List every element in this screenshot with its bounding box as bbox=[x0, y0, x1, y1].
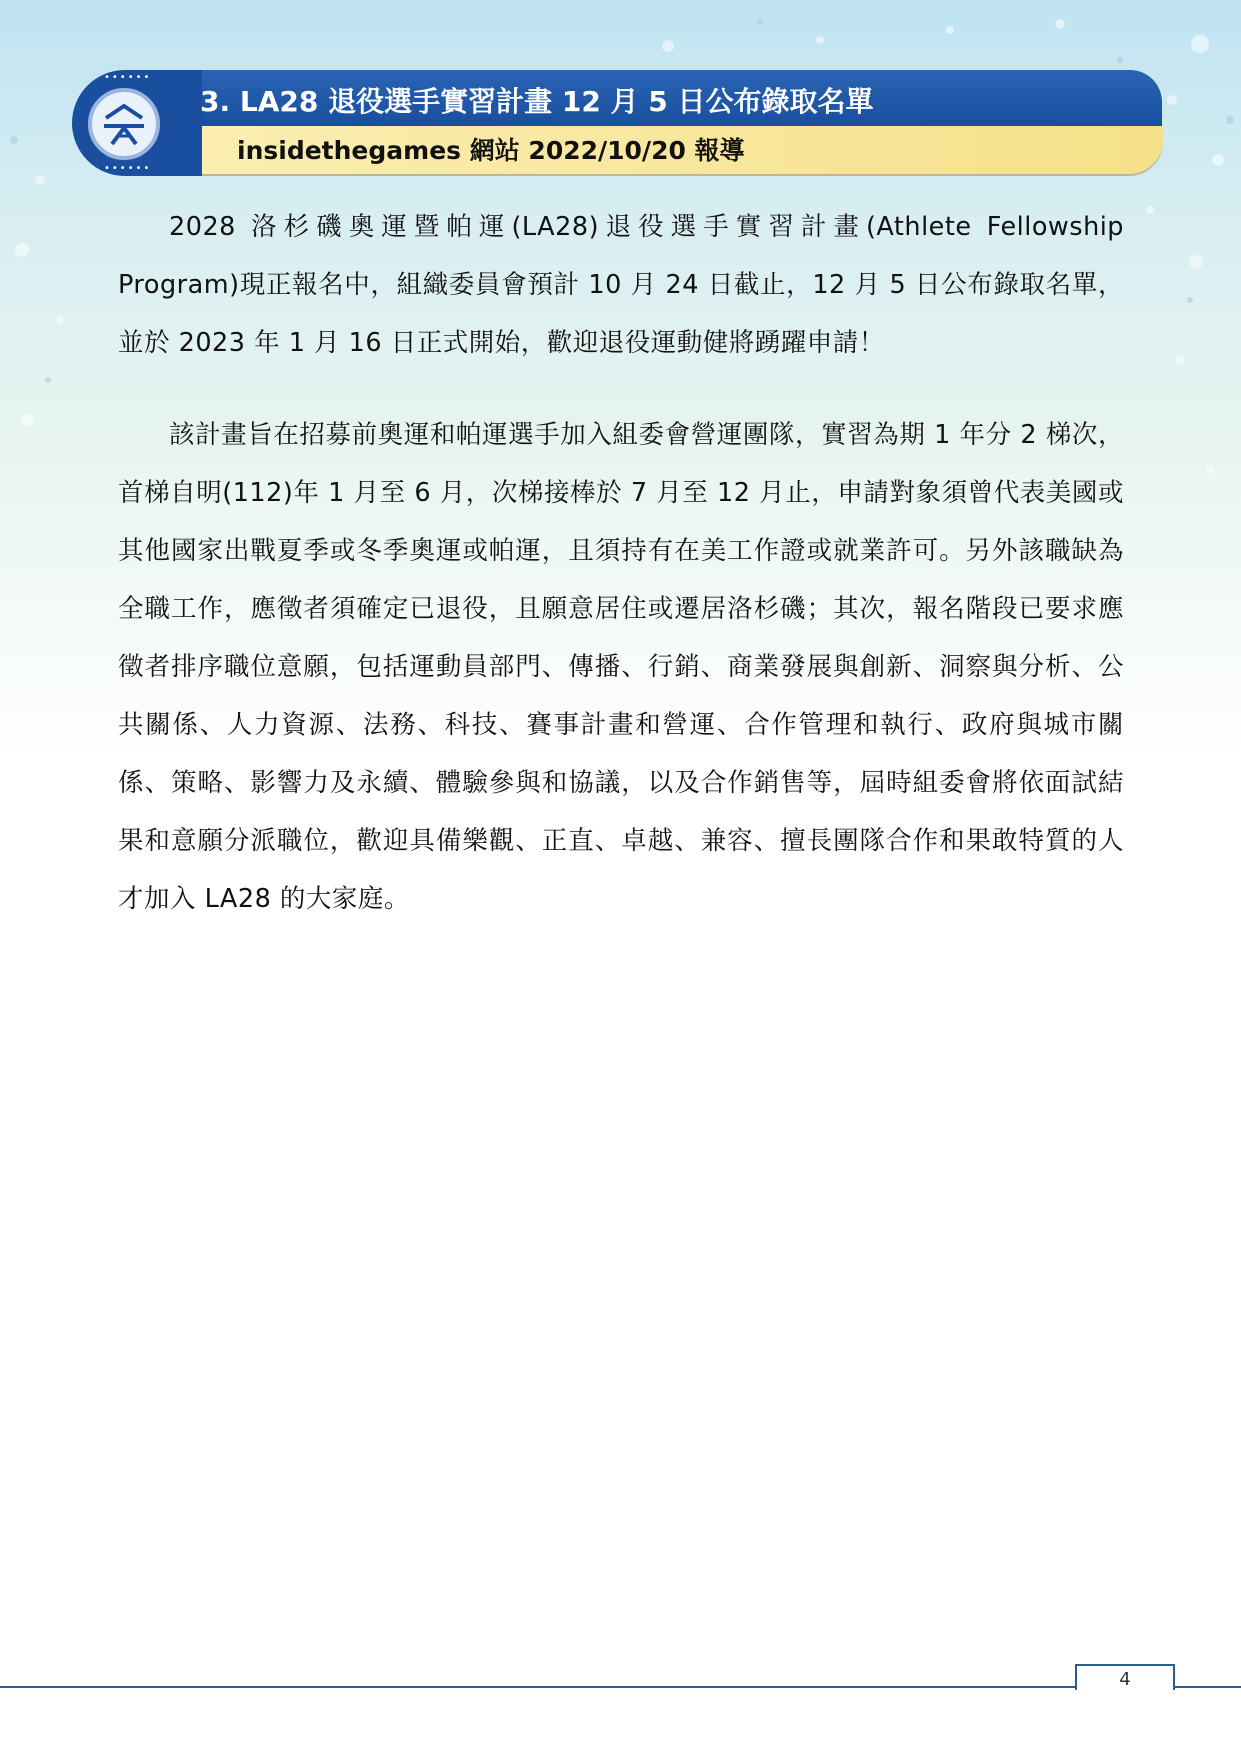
page-number: 4 bbox=[1075, 1664, 1175, 1690]
header-logo-holder bbox=[72, 70, 202, 176]
section-header bbox=[72, 68, 1164, 178]
article-body bbox=[118, 198, 1124, 962]
paragraph: 該計畫旨在招募前奧運和帕運選手加入組委會營運團隊，實習為期 1 年分 2 梯次，首梯自明(112)年 1 月至 6 月，次梯接棒於 7 月至 12 月止，申請對象須曾代表美國或其他國家出戰夏季或冬季奧運或帕運，且須持有在美工作證或就業許可。另外該職缺為全職工作，應徵者須確定已退役，且願意居住或遷居洛杉磯；其次，報名階段已要求應徵者排序職位意願，包括運動員部門、傳播、行銷、商業發展與創新、洞察與分析、公共關係、人力資源、法務、科技、賽事計畫和營運、合作管理和執行、政府與城市關係、策略、影響力及永續、體驗參與和協議，以及合作銷售等，屆時組委會將依面試結果和意願分派職位，歡迎具備樂觀、正直、卓越、兼容、擅長團隊合作和果敢特質的人才加入 LA28 的大家庭。 bbox=[118, 420, 1124, 914]
page-subtitle: insidethegames 網站 2022/10/20 報導 bbox=[237, 136, 745, 165]
emblem-icon bbox=[88, 88, 160, 160]
dot-row-icon: •••••• bbox=[104, 163, 152, 174]
footer-divider bbox=[0, 1686, 1241, 1688]
page-title: 3. LA28 退役選手實習計畫 12 月 5 日公布錄取名單 bbox=[200, 85, 874, 118]
dot-row-icon: •••••• bbox=[104, 72, 152, 83]
paragraph: 2028 洛杉磯奧運暨帕運(LA28)退役選手實習計畫(Athlete Fellowship Program)現正報名中，組織委員會預計 10 月 24 日截止，12 月 5 日公布錄取名單，並於 2023 年 1 月 16 日正式開始，歡迎退役運動健將踴躍申請！ bbox=[118, 212, 1124, 358]
